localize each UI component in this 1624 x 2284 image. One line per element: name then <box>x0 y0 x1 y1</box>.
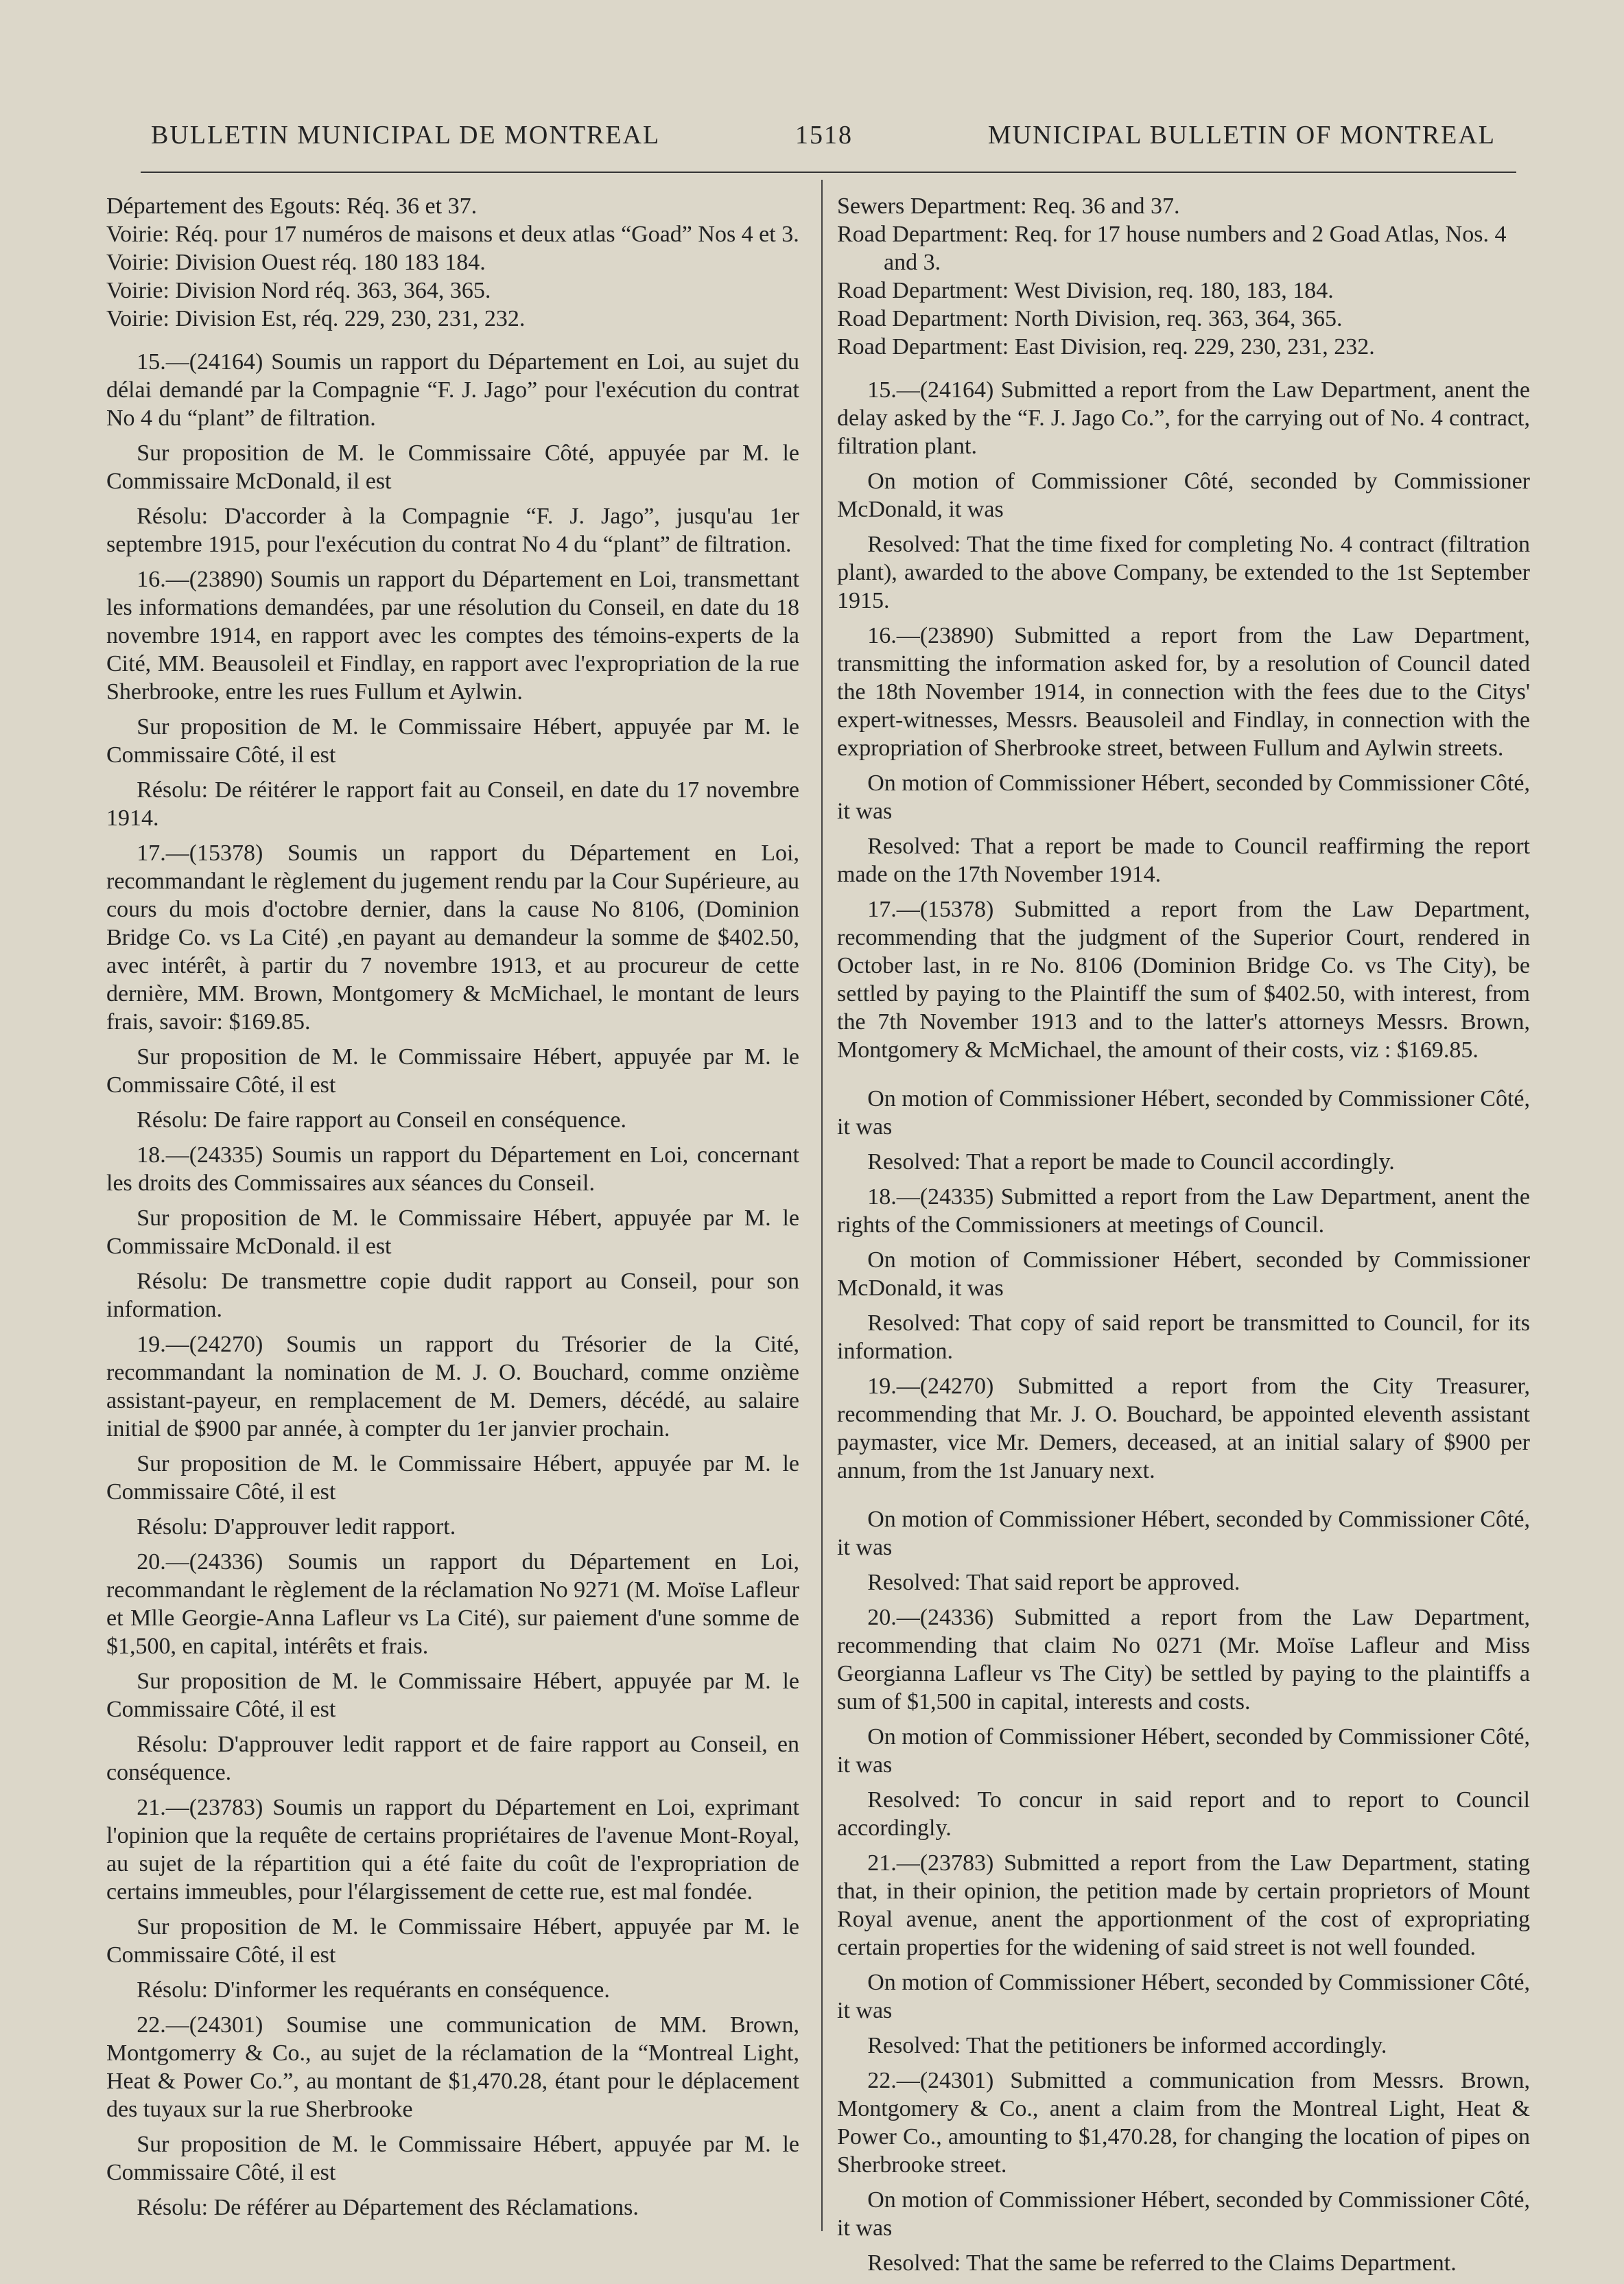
page-number: 1518 <box>795 121 854 150</box>
item-paragraph: 18.—(24335) Submitted a report from the Law Department, anent the rights of the Commissioners at meetings of Council. <box>837 1184 1530 1238</box>
resolution-paragraph: Résolu: D'approuver ledit rapport. <box>137 1514 456 1540</box>
motion-paragraph: Sur proposition de M. le Commissaire Hébert, appuyée par M. le Commissaire Côté, il est <box>106 2132 799 2185</box>
motion-paragraph: Sur proposition de M. le Commissaire Hébert, appuyée par M. le Commissaire Côté, il est <box>106 1044 799 1098</box>
header-rule <box>141 172 1516 173</box>
motion-paragraph: On motion of Commissioner Hébert, seconded by Commissioner Côté, it was <box>837 1970 1530 2023</box>
motion-paragraph: Sur proposition de M. le Commissaire Hébert, appuyée par M. le Commissaire McDonald. il est <box>106 1205 799 1259</box>
resolution-paragraph: Résolu: D'informer les requérants en conséquence. <box>137 1977 610 2003</box>
english-requisitions <box>837 192 1530 361</box>
item-paragraph: 21.—(23783) Submitted a report from the Law Department, stating that, in their opinion, the petition made by certain proprietors of Mount Royal avenue, anent the apportionment of the cost of expropriating certain properties for the widening of said street is not well founded. <box>837 1850 1530 1960</box>
resolution-paragraph: Résolu: De transmettre copie dudit rapport au Conseil, pour son information. <box>106 1269 799 1322</box>
resolution-paragraph: Résolu: D'accorder à la Compagnie “F. J. Jago”, jusqu'au 1er septembre 1915, pour l'exécution du contrat No 4 du “plant” de filtration. <box>106 504 799 557</box>
motion-paragraph: Sur proposition de M. le Commissaire Hébert, appuyée par M. le Commissaire Côté, il est <box>106 1669 799 1722</box>
item-paragraph: 22.—(24301) Soumise une communication de MM. Brown, Montgomerry & Co., au sujet de la réclamation de la “Montreal Light, Heat & Power Co.”, au montant de $1,470.28, étant pour le déplacement des tuyaux sur la rue Sherbrooke <box>106 2012 799 2122</box>
resolution-paragraph: Resolved: That the petitioners be informed accordingly. <box>867 2033 1387 2058</box>
item-paragraph: 18.—(24335) Soumis un rapport du Département en Loi, concernant les droits des Commissaires aux séances du Conseil. <box>106 1142 799 1196</box>
requisition-line: Road Department: North Division, req. 363, 364, 365. <box>837 306 1343 331</box>
item-paragraph: 19.—(24270) Soumis un rapport du Trésorier de la Cité, recommandant la nomination de M. J. O. Bouchard, comme onzième assistant-payeur, en remplacement de M. Demers, décédé, au salaire initial de $900 par année, à compter du 1er janvier prochain. <box>106 1332 799 1441</box>
requisition-line: Road Department: West Division, req. 180, 183, 184. <box>837 278 1334 303</box>
item-paragraph: 15.—(24164) Soumis un rapport du Département en Loi, au sujet du délai demandé par la Compagnie “F. J. Jago” pour l'exécution du contrat No 4 du “plant” de filtration. <box>106 349 799 431</box>
item-paragraph: 17.—(15378) Submitted a report from the Law Department, recommending that the judgment of the Superior Court, rendered in October last, in re No. 8106 (Dominion Bridge Co. vs The City), be settled by paying to the Plaintiff the sum of $402.50, with interest, from the 7th November 1913 and to the latter's attorneys Messrs. Brown, Montgomery & McMichael, the amount of their costs, viz : $169.85. <box>837 897 1530 1063</box>
item-paragraph: 17.—(15378) Soumis un rapport du Département en Loi, recommandant le règlement du jugement rendu par la Cour Supérieure, au cours du mois d'octobre dernier, dans la cause No 8106, (Dominion Bridge Co. vs La Cité) ,en payant au demandeur la somme de $402.50, avec intérêt, à partir du 7 novembre 1913, et au procureur de cette dernière, MM. Brown, Montgomery & McMichael, le montant de leurs frais, savoir: $169.85. <box>106 840 799 1035</box>
item-paragraph: 20.—(24336) Submitted a report from the Law Department, recommending that claim No 0271 (Mr. Moïse Lafleur and Miss Georgianna Lafleur vs The City) be settled by paying to the plaintiffs a sum of $1,500 in capital, interests and costs. <box>837 1605 1530 1715</box>
motion-paragraph: On motion of Commissioner Hébert, seconded by Commissioner Côté, it was <box>837 770 1530 824</box>
motion-paragraph: On motion of Commissioner Hébert, seconded by Commissioner Côté, it was <box>837 1507 1530 1560</box>
resolution-paragraph: Resolved: That copy of said report be transmitted to Council, for its information. <box>837 1310 1530 1364</box>
resolution-paragraph: Resolved: That said report be approved. <box>867 1570 1240 1595</box>
motion-paragraph: Sur proposition de M. le Commissaire Hébert, appuyée par M. le Commissaire Côté, il est <box>106 714 799 768</box>
resolution-paragraph: Résolu: D'approuver ledit rapport et de faire rapport au Conseil, en conséquence. <box>106 1732 799 1785</box>
item-paragraph: 16.—(23890) Soumis un rapport du Département en Loi, transmettant les informations demandées, par une résolution du Conseil, en date du 18 novembre 1914, en rapport avec les comptes des témoins-experts de la Cité, MM. Beausoleil et Findlay, en rapport avec l'expropriation de la rue Sherbrooke, entre les rues Fullum et Aylwin. <box>106 567 799 705</box>
motion-paragraph: On motion of Commissioner Hébert, seconded by Commissioner McDonald, it was <box>837 1247 1530 1301</box>
motion-paragraph: On motion of Commissioner Côté, seconded by Commissioner McDonald, it was <box>837 469 1530 522</box>
header-english-title: MUNICIPAL BULLETIN OF MONTREAL <box>987 121 1496 150</box>
item-paragraph: 16.—(23890) Submitted a report from the Law Department, transmitting the information asked for, by a resolution of Council dated the 18th November 1914, in connection with the fees due to the Citys' expert-witnesses, Messrs. Beausoleil and Findlay, in connection with the expropriation of Sherbrooke street, between Fullum and Aylwin streets. <box>837 623 1530 761</box>
column-divider <box>821 180 823 2231</box>
motion-paragraph: On motion of Commissioner Hébert, seconded by Commissioner Côté, it was <box>837 1724 1530 1778</box>
resolution-paragraph: Résolu: De réitérer le rapport fait au Conseil, en date du 17 novembre 1914. <box>106 777 799 831</box>
english-column <box>837 192 1530 2284</box>
motion-paragraph: Sur proposition de M. le Commissaire Hébert, appuyée par M. le Commissaire Côté, il est <box>106 1914 799 1968</box>
motion-paragraph: Sur proposition de M. le Commissaire Hébert, appuyée par M. le Commissaire Côté, il est <box>106 1451 799 1505</box>
motion-paragraph: On motion of Commissioner Hébert, seconded by Commissioner Côté, it was <box>837 1086 1530 1140</box>
header-french-title: BULLETIN MUNICIPAL DE MONTREAL <box>151 121 661 150</box>
french-requisitions <box>106 192 799 333</box>
requisition-line: Département des Egouts: Réq. 36 et 37. <box>106 193 478 219</box>
resolution-paragraph: Resolved: That the time fixed for completing No. 4 contract (filtration plant), awarded to the above Company, be extended to the 1st September 1915. <box>837 532 1530 613</box>
page-header <box>151 120 1496 150</box>
requisition-line: Road Department: East Division, req. 229, 230, 231, 232. <box>837 334 1375 360</box>
resolution-paragraph: Resolved: That a report be made to Council accordingly. <box>867 1149 1395 1175</box>
item-paragraph: 20.—(24336) Soumis un rapport du Département en Loi, recommandant le règlement de la réclamation No 9271 (M. Moïse Lafleur et Mlle Georgie-Anna Lafleur vs La Cité), sur paiement d'une somme de $1,500, en capital, intérêts et frais. <box>106 1549 799 1659</box>
resolution-paragraph: Resolved: To concur in said report and to report to Council accordingly. <box>837 1787 1530 1841</box>
requisition-line: Sewers Department: Req. 36 and 37. <box>837 193 1180 219</box>
requisition-line: Voirie: Division Est, réq. 229, 230, 231, 232. <box>106 306 526 331</box>
motion-paragraph: Sur proposition de M. le Commissaire Côté, appuyée par M. le Commissaire McDonald, il est <box>106 440 799 494</box>
requisition-line: Voirie: Réq. pour 17 numéros de maisons et deux atlas “Goad” Nos 4 et 3. <box>106 222 799 247</box>
item-paragraph: 19.—(24270) Submitted a report from the City Treasurer, recommending that Mr. J. O. Bouchard, be appointed eleventh assistant paymaster, vice Mr. Demers, deceased, at an initial salary of $900 per annum, from the 1st January next. <box>837 1374 1530 1483</box>
requisition-line: Voirie: Division Nord réq. 363, 364, 365. <box>106 278 491 303</box>
resolution-paragraph: Résolu: De référer au Département des Réclamations. <box>137 2195 639 2220</box>
requisition-line: Road Department: Req. for 17 house numbers and 2 Goad Atlas, Nos. 4 and 3. <box>837 222 1507 275</box>
motion-paragraph: On motion of Commissioner Hébert, seconded by Commissioner Côté, it was <box>837 2187 1530 2241</box>
item-paragraph: 15.—(24164) Submitted a report from the Law Department, anent the delay asked by the “F. J. Jago Co.”, for the carrying out of No. 4 contract, filtration plant. <box>837 377 1530 459</box>
resolution-paragraph: Resolved: That the same be referred to the Claims Department. <box>867 2250 1457 2276</box>
resolution-paragraph: Resolved: That a report be made to Council reaffirming the report made on the 17th November 1914. <box>837 834 1530 887</box>
resolution-paragraph: Résolu: De faire rapport au Conseil en conséquence. <box>137 1107 626 1133</box>
item-paragraph: 21.—(23783) Soumis un rapport du Département en Loi, exprimant l'opinion que la requête de certains propriétaires de l'avenue Mont-Royal, au sujet de la répartition qui a été faite du coût de l'expropriation de certains immeubles, pour l'élargissement de cette rue, est mal fondée. <box>106 1795 799 1905</box>
requisition-line: Voirie: Division Ouest réq. 180 183 184. <box>106 250 486 275</box>
item-paragraph: 22.—(24301) Submitted a communication from Messrs. Brown, Montgomery & Co., anent a claim from the Montreal Light, Heat & Power Co., amounting to $1,470.28, for changing the location of pipes on Sherbrooke street. <box>837 2068 1530 2178</box>
french-column <box>106 192 799 2228</box>
